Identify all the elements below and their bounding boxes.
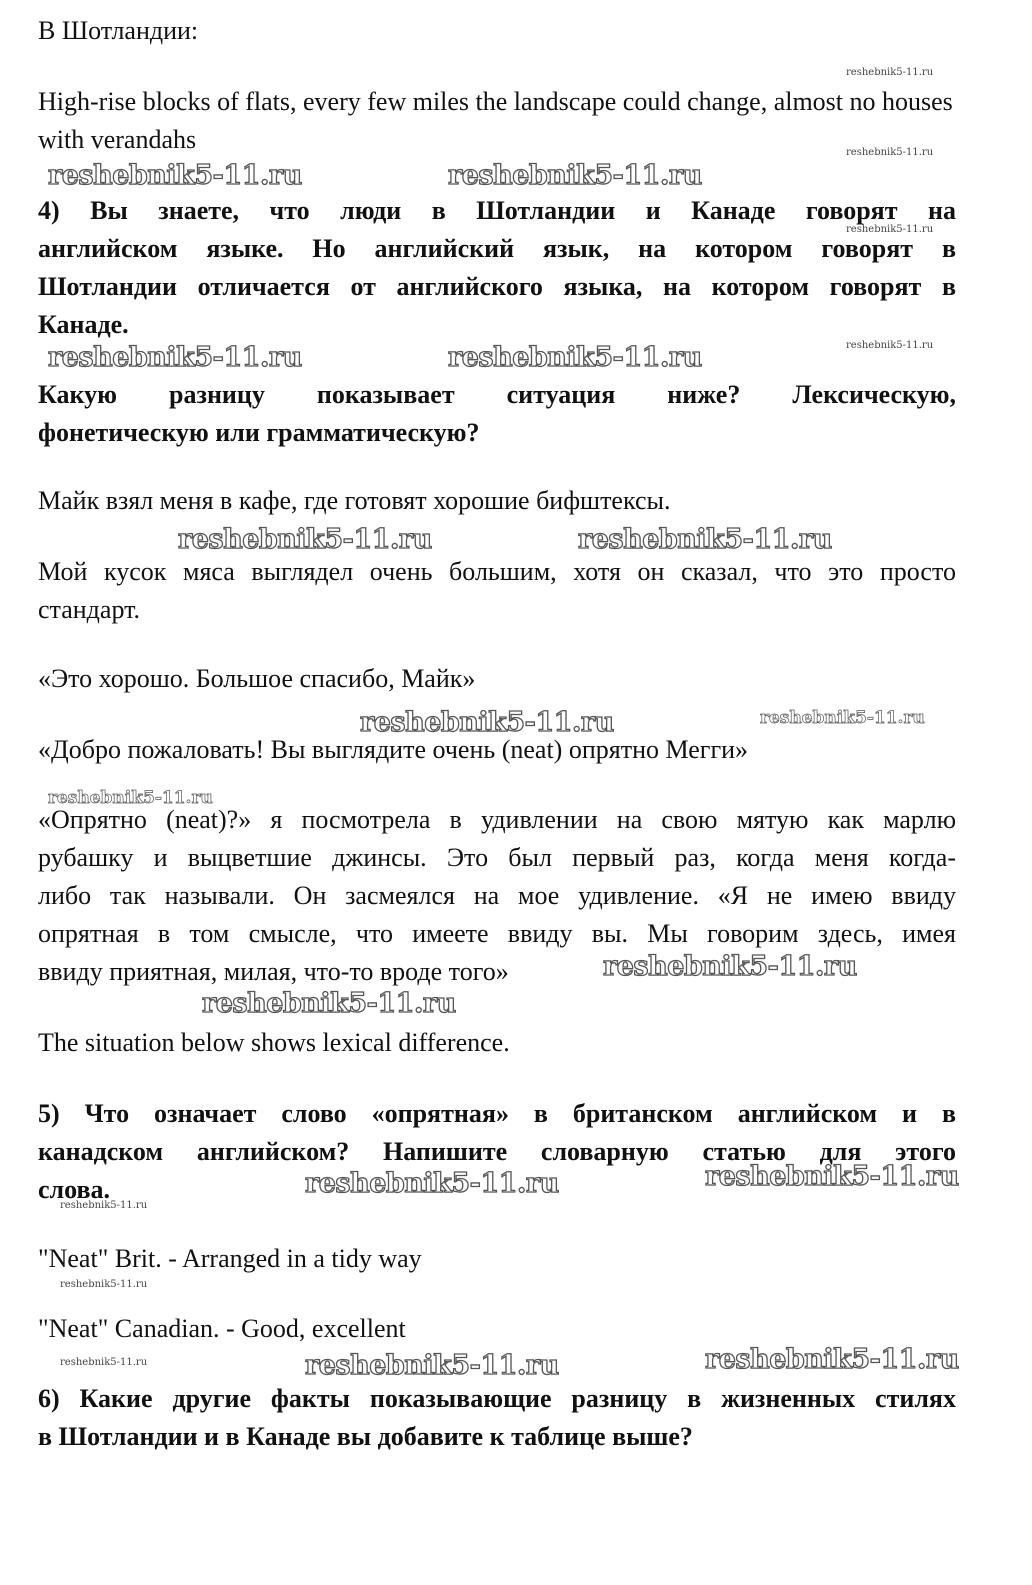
q4-line-2: английском языке. Но английский язык, на котором говорят в <box>38 234 956 263</box>
story-paragraph-3: «Это хорошо. Большое спасибо, Майк» <box>38 664 476 693</box>
q6-line-2: в Шотландии и в Канаде вы добавите к таблице выше? <box>38 1422 693 1451</box>
watermark-medium: reshebnik5-11.ru <box>48 788 213 808</box>
story-paragraph-5-line-3: либо так называли. Он засмеялся на мое удивление. «Я не имею ввиду <box>38 881 956 910</box>
watermark-small: reshebnik5-11.ru <box>60 1200 148 1211</box>
watermark-small: reshebnik5-11.ru <box>846 224 934 235</box>
watermark-large: reshebnik5-11.ru <box>603 951 857 982</box>
answer-4: The situation below shows lexical difference. <box>38 1028 510 1057</box>
watermark-small: reshebnik5-11.ru <box>846 340 934 351</box>
watermark-medium: reshebnik5-11.ru <box>760 708 925 728</box>
q5-line-1: 5) Что означает слово «опрятная» в британском английском и в <box>38 1099 956 1128</box>
watermark-large: reshebnik5-11.ru <box>578 524 832 555</box>
q4b-line-1: Какую разницу показывает ситуация ниже? Лексическую, <box>38 380 956 409</box>
watermark-large: reshebnik5-11.ru <box>705 1344 959 1375</box>
story-paragraph-5-line-2: рубашку и выцветшие джинсы. Это был первый раз, когда меня когда- <box>38 843 956 872</box>
q4-line-3: Шотландии отличается от английского языка, на котором говорят в <box>38 272 956 301</box>
watermark-small: reshebnik5-11.ru <box>846 67 934 78</box>
watermark-large: reshebnik5-11.ru <box>202 988 456 1019</box>
neat-brit-definition: "Neat" Brit. - Arranged in a tidy way <box>38 1244 422 1273</box>
q6-line-1: 6) Какие другие факты показывающие разницу в жизненных стилях <box>38 1384 956 1413</box>
neat-canadian-definition: "Neat" Canadian. - Good, excellent <box>38 1314 406 1343</box>
watermark-large: reshebnik5-11.ru <box>305 1350 559 1381</box>
scotland-heading: В Шотландии: <box>38 16 199 45</box>
watermark-large: reshebnik5-11.ru <box>48 342 302 373</box>
watermark-large: reshebnik5-11.ru <box>305 1168 559 1199</box>
watermark-small: reshebnik5-11.ru <box>60 1279 148 1290</box>
watermark-small: reshebnik5-11.ru <box>60 1357 148 1368</box>
watermark-small: reshebnik5-11.ru <box>846 147 934 158</box>
watermark-large: reshebnik5-11.ru <box>178 524 432 555</box>
watermark-large: reshebnik5-11.ru <box>360 707 614 738</box>
story-paragraph-5-line-1: «Опрятно (neat)?» я посмотрела в удивлении на свою мятую как марлю <box>38 805 956 834</box>
q4-line-1: 4) Вы знаете, что люди в Шотландии и Канаде говорят на <box>38 196 956 225</box>
watermark-large: reshebnik5-11.ru <box>448 160 702 191</box>
q5-line-3: слова. <box>38 1175 111 1204</box>
scotland-text: High-rise blocks of flats, every few miles the landscape could change, almost no houses with verandahs <box>38 87 953 154</box>
story-paragraph-2-line-1: Мой кусок мяса выглядел очень большим, хотя он сказал, что это просто <box>38 557 956 586</box>
story-paragraph-1: Майк взял меня в кафе, где готовят хорошие бифштексы. <box>38 486 671 515</box>
story-paragraph-4: «Добро пожаловать! Вы выглядите очень (neat) опрятно Мегги» <box>38 735 749 764</box>
story-paragraph-5-line-4: опрятная в том смысле, что имеете ввиду вы. Мы говорим здесь, имея <box>38 919 956 948</box>
story-paragraph-5-line-5: ввиду приятная, милая, что-то вроде того» <box>38 957 509 986</box>
watermark-large: reshebnik5-11.ru <box>48 160 302 191</box>
q5-line-2: канадском английском? Напишите словарную статью для этого <box>38 1137 956 1166</box>
story-paragraph-2-line-2: стандарт. <box>38 595 141 624</box>
q4-line-4: Канаде. <box>38 310 129 339</box>
watermark-large: reshebnik5-11.ru <box>448 342 702 373</box>
watermark-large: reshebnik5-11.ru <box>705 1161 959 1192</box>
q4b-line-2: фонетическую или грамматическую? <box>38 418 480 447</box>
